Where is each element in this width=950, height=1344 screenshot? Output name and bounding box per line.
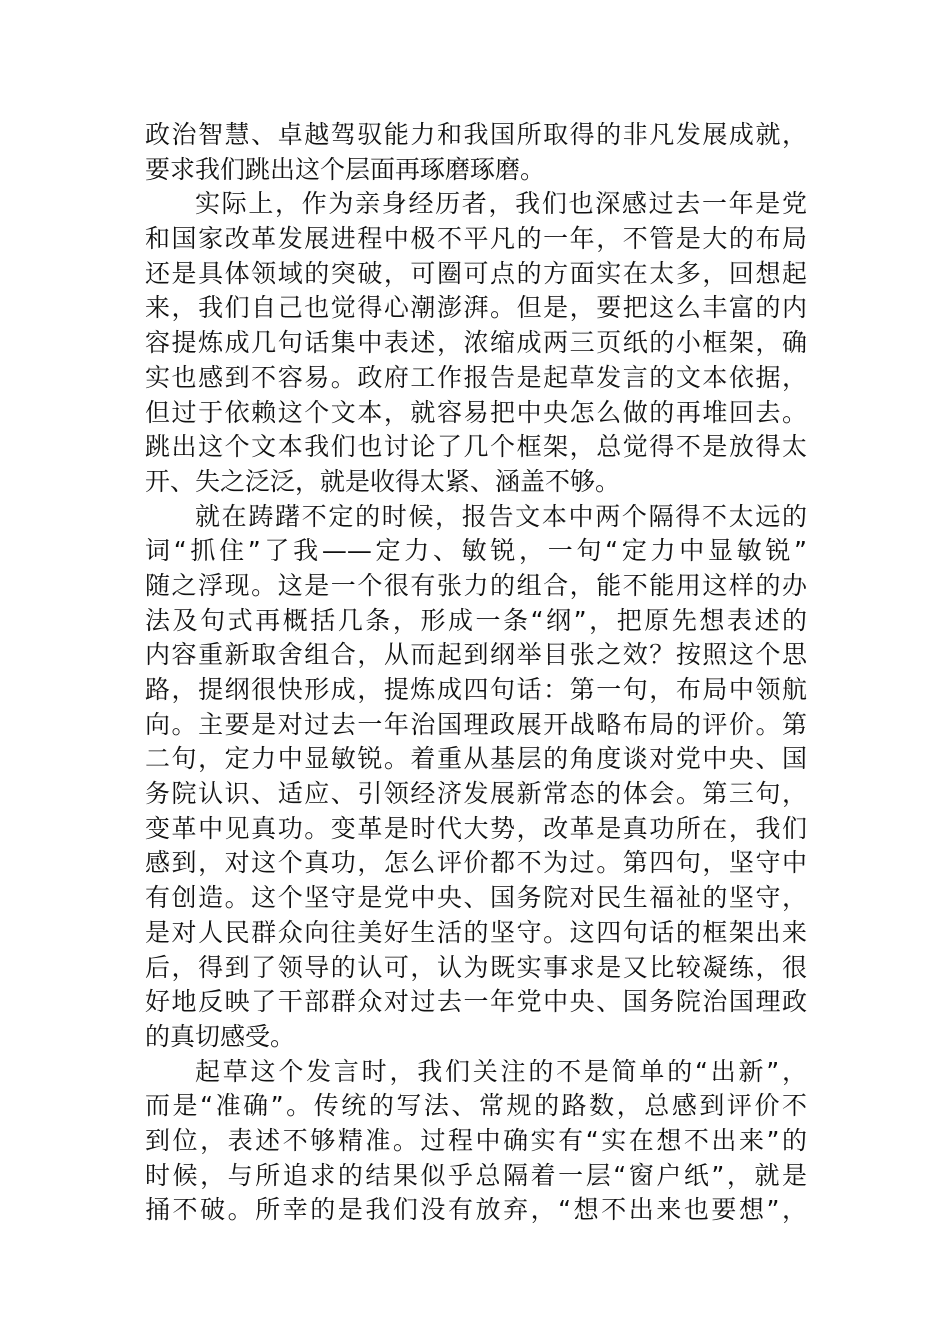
paragraph-start-line: 起草这个发言时，我们关注的不是简单的“出新”， — [195, 1056, 807, 1086]
text-line: 二句，定力中显敏锐。着重从基层的角度谈对党中央、国 — [145, 744, 807, 774]
text-line: 好地反映了干部群众对过去一年党中央、国务院治国理政 — [145, 987, 807, 1017]
text-line: 时候，与所追求的结果似乎总隔着一层“窗户纸”，就是 — [145, 1160, 807, 1190]
body-text — [145, 118, 807, 1228]
text-line: 来，我们自己也觉得心潮澎湃。但是，要把这么丰富的内 — [145, 293, 807, 323]
text-line: 法及句式再概括几条，形成一条“纲”，把原先想表述的 — [145, 605, 807, 635]
text-line: 感到，对这个真功，怎么评价都不为过。第四句，坚守中 — [145, 848, 807, 878]
text-line: 捅不破。所幸的是我们没有放弃，“想不出来也要想”， — [145, 1195, 807, 1225]
text-line: 有创造。这个坚守是党中央、国务院对民生福祉的坚守， — [145, 883, 807, 913]
text-line: 词“抓住”了我——定力、敏锐，一句“定力中显敏锐” — [145, 536, 807, 566]
text-line: 内容重新取舍组合，从而起到纲举目张之效？按照这个思 — [145, 640, 807, 670]
text-line: 随之浮现。这是一个很有张力的组合，能不能用这样的办 — [145, 570, 807, 600]
text-line: 和国家改革发展进程中极不平凡的一年，不管是大的布局 — [145, 224, 807, 254]
text-line: 开、失之泛泛，就是收得太紧、涵盖不够。 — [145, 466, 621, 496]
text-line: 务院认识、适应、引领经济发展新常态的体会。第三句， — [145, 779, 807, 809]
text-line: 向。主要是对过去一年治国理政展开战略布局的评价。第 — [145, 709, 807, 739]
text-line: 政治智慧、卓越驾驭能力和我国所取得的非凡发展成就， — [145, 120, 807, 149]
paragraph-start-line: 实际上，作为亲身经历者，我们也深感过去一年是党 — [195, 189, 807, 219]
text-line: 还是具体领域的突破，可圈可点的方面实在太多，回想起 — [145, 258, 807, 288]
text-line: 而是“准确”。传统的写法、常规的路数，总感到评价不 — [145, 1091, 807, 1121]
text-line: 是对人民群众向往美好生活的坚守。这四句话的框架出来 — [145, 917, 807, 947]
text-line: 到位，表述不够精准。过程中确实有“实在想不出来”的 — [145, 1125, 807, 1155]
text-line: 实也感到不容易。政府工作报告是起草发言的文本依据， — [145, 362, 807, 392]
text-line: 路，提纲很快形成，提炼成四句话：第一句，布局中领航 — [145, 675, 807, 704]
text-line: 变革中见真功。变革是时代大势，改革是真功所在，我们 — [145, 813, 807, 843]
text-line: 后，得到了领导的认可，认为既实事求是又比较凝练，很 — [145, 952, 807, 982]
text-line: 的真切感受。 — [145, 1021, 296, 1051]
paragraph-start-line: 就在踌躇不定的时候，报告文本中两个隔得不太远的 — [195, 501, 807, 531]
text-line: 要求我们跳出这个层面再琢磨琢磨。 — [145, 154, 546, 184]
text-line: 跳出这个文本我们也讨论了几个框架，总觉得不是放得太 — [145, 432, 807, 462]
text-line: 但过于依赖这个文本，就容易把中央怎么做的再堆回去。 — [145, 397, 807, 427]
text-line: 容提炼成几句话集中表述，浓缩成两三页纸的小框架，确 — [145, 328, 807, 358]
